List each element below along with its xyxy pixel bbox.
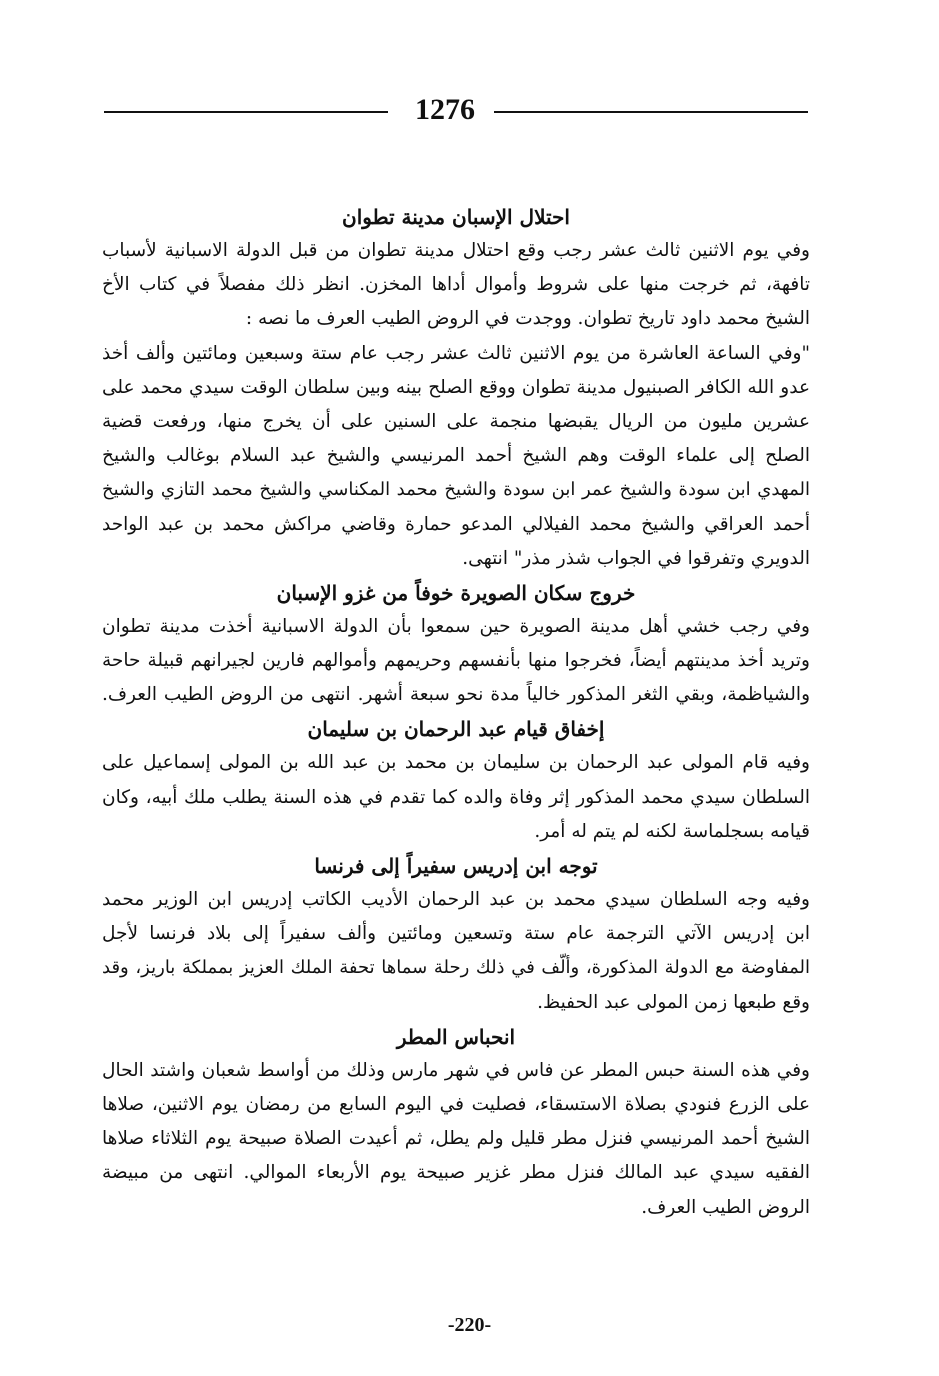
section	[102, 849, 810, 1020]
text-line: الروض الطيب العرف.	[641, 1196, 810, 1218]
text-line: وفي رجب خشي أهل مدينة الصويرة حين سمعوا بأن الدولة الاسبانية أخذت مدينة تطوان	[102, 615, 810, 637]
text-line: على الزرع فنودي بصلاة الاستسقاء، فصليت في اليوم السابع من رمضان يوم الاثنين، صلاها	[102, 1093, 810, 1115]
text-line: الفقيه سيدي عبد المالك فنزل مطر غزير صبيحة يوم الأربعاء الموالي. انتهى من مبيضة	[102, 1162, 810, 1184]
text-line: ابن إدريس الآتي الترجمة عام ستة وتسعين ومائتين وألف سفيراً إلى بلاد فرنسا لأجل	[102, 923, 810, 945]
text-line: وتريد أخذ مدينتهم أيضاً، فخرجوا منها بأنفسهم وحريمهم وأموالهم فارين لجيرانهم قبيلة حاحة	[102, 650, 810, 672]
text-line: والشياظمة، وبقي الثغر المذكور خالياً مدة نحو سبعة أشهر. انتهى من الروض الطيب العرف.	[102, 684, 810, 706]
page-body	[102, 200, 810, 1225]
text-line: عدو الله الكافر الصبنيول مدينة تطوان ووقع الصلح بينه وبين سلطان الوقت سيدي محمد على	[102, 376, 810, 398]
text-line: وفيه قام المولى عبد الرحمان بن سليمان بن محمد بن عبد الله بن المولى إسماعيل على	[102, 752, 810, 774]
header-rule-right	[494, 111, 808, 113]
section-heading: إخفاق قيام عبد الرحمان بن سليمان	[307, 717, 605, 742]
page-header	[104, 84, 808, 138]
header-rule-left	[104, 111, 388, 113]
page-number: -220-	[447, 1314, 492, 1336]
section-heading: توجه ابن إدريس سفيراً إلى فرنسا	[314, 854, 598, 878]
text-line: الشيخ أحمد المرنيسي فنزل مطر قليل ولم يطل، ثم أعيدت الصلاة صبيحة يوم الثلاثاء صلاها	[102, 1128, 810, 1150]
text-line: تافهة، ثم خرجت منها على شروط وأموال أداها المخزن. انظر ذلك مفصلاً في كتاب الأخ	[102, 274, 810, 296]
section	[102, 576, 810, 713]
text-line: الصلح إلى علماء الوقت وهم الشيخ أحمد المرنيسي والشيخ عبد السلام بوغالب والشيخ	[102, 445, 810, 467]
text-line: الشيخ محمد داود تاريخ تطوان. ووجدت في الروض الطيب العرف ما نصه :	[245, 308, 810, 330]
section-heading: خروج سكان الصويرة خوفاً من غزو الإسبان	[276, 580, 636, 605]
text-line: عشرين مليون من الريال يقبضها منجمة على السنين على أن يخرج منها، ورفعت قضية	[102, 410, 810, 432]
section-heading: انحباس المطر	[396, 1024, 516, 1049]
section	[102, 200, 810, 576]
section-heading: احتلال الإسبان مدينة تطوان	[342, 205, 570, 229]
text-line: المفاوضة مع الدولة المذكورة، وألّف في ذلك رحلة سماها تحفة الملك العزيز بمملكة باريز، وقد	[102, 957, 810, 979]
section	[102, 1020, 810, 1225]
text-line: قيامه بسجلماسة لكنه لم يتم له أمر.	[534, 820, 810, 842]
header-year: 1276	[415, 93, 475, 126]
section	[102, 712, 810, 849]
text-line: السلطان سيدي محمد المذكور إثر وفاة والده كما تقدم في هذه السنة يطلب ملك أبيه، وكان	[102, 786, 810, 808]
text-line: أحمد العراقي والشيخ محمد الفيلالي المدعو حمارة وقاضي مراكش محمد بن عبد الواحد	[102, 513, 810, 535]
text-line: "وفي الساعة العاشرة من يوم الاثنين ثالث عشر رجب عام ستة وسبعين ومائتين وألف أخذ	[102, 342, 810, 364]
text-line: الدويري وتفرقوا في الجواب شذر مذر" انتهى.	[462, 547, 810, 569]
text-line: وفي يوم الاثنين ثالث عشر رجب وقع احتلال مدينة تطوان من قبل الدولة الاسبانية لأسباب	[102, 240, 810, 261]
text-line: وفي هذه السنة حبس المطر عن فاس في شهر مارس وذلك من أواسط شعبان واشتد الحال	[102, 1059, 810, 1081]
text-line: وفيه وجه السلطان سيدي محمد بن عبد الرحمان الأديب الكاتب إدريس ابن الوزير محمد	[102, 889, 810, 910]
text-line: وقع طبعها زمن المولى عبد الحفيظ.	[537, 991, 810, 1013]
text-line: المهدي ابن سودة والشيخ عمر ابن سودة والشيخ محمد المكناسي والشيخ محمد التازي والشيخ	[102, 479, 810, 501]
